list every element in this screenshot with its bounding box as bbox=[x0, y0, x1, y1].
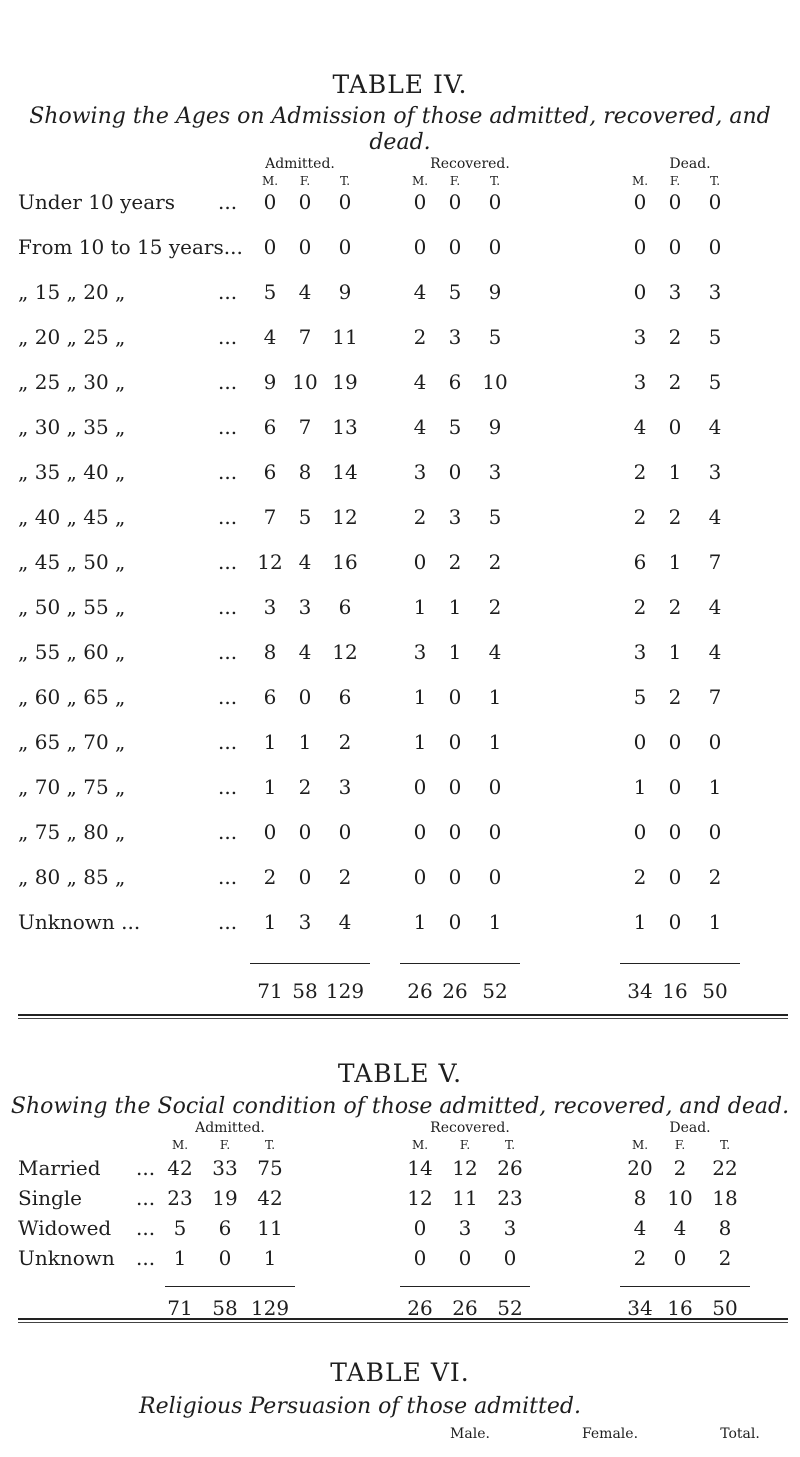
t4-cell: 1 bbox=[633, 775, 647, 799]
t5-cell: 8 bbox=[633, 1186, 647, 1210]
t4-cell: 5 bbox=[708, 370, 722, 394]
t4-cell: 2 bbox=[298, 775, 312, 799]
t4-subhead: T. bbox=[489, 174, 501, 188]
t4-row-label: „ 35 „ 40 „ bbox=[18, 460, 126, 484]
t4-cell: 4 bbox=[413, 370, 427, 394]
t4-cell: 1 bbox=[668, 550, 682, 574]
t4-cell: 4 bbox=[708, 415, 722, 439]
t4-cell: 4 bbox=[708, 505, 722, 529]
t4-cell: 0 bbox=[298, 865, 312, 889]
t4-row-dots: ... bbox=[218, 280, 238, 304]
t4-subhead: M. bbox=[261, 174, 279, 188]
t4-cell: 0 bbox=[668, 235, 682, 259]
t6-header-total: Total. bbox=[720, 1426, 760, 1442]
t4-subhead: T. bbox=[709, 174, 721, 188]
t4-total: 58 bbox=[292, 979, 318, 1003]
t4-cell: 9 bbox=[338, 280, 352, 304]
t4-cell: 2 bbox=[668, 505, 682, 529]
t4-cell: 12 bbox=[257, 550, 283, 574]
t4-subhead: M. bbox=[411, 174, 429, 188]
t4-cell: 0 bbox=[488, 190, 502, 214]
t5-subhead: F. bbox=[674, 1138, 686, 1152]
t4-row-dots: ... bbox=[218, 415, 238, 439]
t4-row-dots: ... bbox=[218, 505, 238, 529]
t4-row-label: „ 30 „ 35 „ bbox=[18, 415, 126, 439]
t5-total: 50 bbox=[712, 1296, 738, 1320]
divider-iv-v bbox=[18, 1014, 788, 1016]
t4-cell: 4 bbox=[298, 640, 312, 664]
table-iv-subtitle-line1: Showing the Ages on Admission of those admitted, recovered, and bbox=[29, 104, 771, 129]
t4-cell: 0 bbox=[668, 190, 682, 214]
t4-cell: 7 bbox=[298, 325, 312, 349]
t5-row-label: Married bbox=[18, 1156, 101, 1180]
t4-total-underline-dead bbox=[620, 963, 740, 964]
t4-cell: 13 bbox=[332, 415, 358, 439]
t4-cell: 0 bbox=[633, 280, 647, 304]
t5-row-dots: ... bbox=[136, 1186, 156, 1210]
t4-cell: 0 bbox=[448, 685, 462, 709]
t4-cell: 0 bbox=[338, 190, 352, 214]
t4-cell: 6 bbox=[263, 685, 277, 709]
t5-total: 58 bbox=[212, 1296, 238, 1320]
t4-row-label: „ 70 „ 75 „ bbox=[18, 775, 126, 799]
t4-total: 52 bbox=[482, 979, 508, 1003]
t4-cell: 5 bbox=[708, 325, 722, 349]
t5-cell: 23 bbox=[497, 1186, 523, 1210]
t4-total: 71 bbox=[257, 979, 283, 1003]
t5-cell: 18 bbox=[712, 1186, 738, 1210]
t4-cell: 3 bbox=[413, 460, 427, 484]
t5-row-label: Widowed bbox=[18, 1216, 112, 1240]
t5-cell: 6 bbox=[218, 1216, 232, 1240]
t5-cell: 11 bbox=[452, 1186, 478, 1210]
t5-total: 26 bbox=[407, 1296, 433, 1320]
t4-cell: 5 bbox=[488, 325, 502, 349]
t4-row-label: „ 40 „ 45 „ bbox=[18, 505, 126, 529]
t4-cell: 1 bbox=[668, 460, 682, 484]
t4-cell: 4 bbox=[413, 280, 427, 304]
t4-cell: 6 bbox=[263, 460, 277, 484]
t4-cell: 6 bbox=[338, 685, 352, 709]
t5-subhead: T. bbox=[504, 1138, 516, 1152]
t4-cell: 2 bbox=[338, 730, 352, 754]
t5-cell: 10 bbox=[667, 1186, 693, 1210]
t4-row-dots: ... bbox=[218, 775, 238, 799]
t5-cell: 2 bbox=[673, 1156, 687, 1180]
t4-row-dots: ... bbox=[218, 820, 238, 844]
t4-cell: 6 bbox=[448, 370, 462, 394]
t4-cell: 3 bbox=[633, 370, 647, 394]
t5-subhead: M. bbox=[631, 1138, 649, 1152]
t4-cell: 2 bbox=[708, 865, 722, 889]
t5-cell: 0 bbox=[673, 1246, 687, 1270]
t4-cell: 2 bbox=[338, 865, 352, 889]
t5-total: 26 bbox=[452, 1296, 478, 1320]
t4-cell: 7 bbox=[708, 550, 722, 574]
t5-subhead: T. bbox=[719, 1138, 731, 1152]
t4-cell: 1 bbox=[448, 595, 462, 619]
t5-cell: 20 bbox=[627, 1156, 653, 1180]
t4-row-label: „ 55 „ 60 „ bbox=[18, 640, 126, 664]
t5-cell: 22 bbox=[712, 1156, 738, 1180]
t4-cell: 0 bbox=[448, 730, 462, 754]
t4-cell: 1 bbox=[448, 640, 462, 664]
t4-cell: 3 bbox=[633, 640, 647, 664]
t4-cell: 0 bbox=[633, 730, 647, 754]
t4-cell: 0 bbox=[413, 820, 427, 844]
t4-cell: 0 bbox=[668, 910, 682, 934]
t4-cell: 2 bbox=[668, 685, 682, 709]
t4-cell: 1 bbox=[488, 685, 502, 709]
t4-cell: 4 bbox=[488, 640, 502, 664]
table-iv-subtitle-line2: dead. bbox=[369, 130, 431, 155]
t4-row-label: Under 10 years bbox=[18, 190, 175, 214]
t5-cell: 4 bbox=[633, 1216, 647, 1240]
t5-row-dots: ... bbox=[136, 1246, 156, 1270]
t4-cell: 0 bbox=[413, 235, 427, 259]
t4-cell: 0 bbox=[413, 190, 427, 214]
t5-cell: 42 bbox=[257, 1186, 283, 1210]
t4-cell: 2 bbox=[633, 865, 647, 889]
t4-row-label: „ 60 „ 65 „ bbox=[18, 685, 126, 709]
t4-cell: 7 bbox=[708, 685, 722, 709]
t4-cell: 0 bbox=[448, 190, 462, 214]
t5-subhead: M. bbox=[171, 1138, 189, 1152]
t4-group-dead: Dead. bbox=[669, 156, 711, 172]
t4-cell: 6 bbox=[263, 415, 277, 439]
t4-cell: 0 bbox=[488, 235, 502, 259]
t4-cell: 2 bbox=[488, 550, 502, 574]
t4-row-label: „ 65 „ 70 „ bbox=[18, 730, 126, 754]
t4-cell: 2 bbox=[488, 595, 502, 619]
t5-cell: 26 bbox=[497, 1156, 523, 1180]
t4-cell: 0 bbox=[298, 235, 312, 259]
t6-header-female: Female. bbox=[581, 1426, 639, 1442]
t4-cell: 3 bbox=[298, 910, 312, 934]
t4-cell: 0 bbox=[488, 775, 502, 799]
t4-cell: 0 bbox=[413, 775, 427, 799]
t4-total-underline-recovered bbox=[400, 963, 520, 964]
t5-group-dead: Dead. bbox=[669, 1120, 711, 1136]
t4-cell: 0 bbox=[633, 190, 647, 214]
t4-cell: 5 bbox=[263, 280, 277, 304]
t4-cell: 1 bbox=[263, 730, 277, 754]
t4-cell: 5 bbox=[488, 505, 502, 529]
t4-group-recovered: Recovered. bbox=[430, 156, 510, 172]
t4-cell: 3 bbox=[448, 325, 462, 349]
table-v-title: TABLE V. bbox=[337, 1059, 463, 1088]
t4-row-label: From 10 to 15 years... bbox=[18, 235, 243, 259]
t4-cell: 10 bbox=[292, 370, 318, 394]
t5-cell: 2 bbox=[633, 1246, 647, 1270]
t5-cell: 8 bbox=[718, 1216, 732, 1240]
t5-row-dots: ... bbox=[136, 1216, 156, 1240]
t4-cell: 2 bbox=[633, 505, 647, 529]
t5-total-underline-admitted bbox=[165, 1286, 295, 1287]
t4-total-underline-admitted bbox=[250, 963, 370, 964]
t4-cell: 0 bbox=[668, 730, 682, 754]
t4-row-label: „ 20 „ 25 „ bbox=[18, 325, 126, 349]
table-vi-subtitle: Religious Persuasion of those admitted. bbox=[139, 1394, 581, 1419]
t4-cell: 2 bbox=[263, 865, 277, 889]
t5-total: 129 bbox=[250, 1296, 290, 1320]
t4-cell: 0 bbox=[298, 820, 312, 844]
t4-row-dots: ... bbox=[218, 325, 238, 349]
t5-subhead: F. bbox=[219, 1138, 231, 1152]
t4-cell: 1 bbox=[263, 775, 277, 799]
t5-cell: 0 bbox=[413, 1216, 427, 1240]
t5-cell: 0 bbox=[503, 1246, 517, 1270]
t5-group-recovered: Recovered. bbox=[430, 1120, 510, 1136]
t4-cell: 0 bbox=[668, 820, 682, 844]
t4-cell: 16 bbox=[332, 550, 358, 574]
t4-cell: 6 bbox=[338, 595, 352, 619]
t4-cell: 7 bbox=[298, 415, 312, 439]
t4-row-label: Unknown ... bbox=[18, 910, 141, 934]
t5-row-dots: ... bbox=[136, 1156, 156, 1180]
t4-row-dots: ... bbox=[218, 865, 238, 889]
t5-total: 52 bbox=[497, 1296, 523, 1320]
t4-row-label: „ 15 „ 20 „ bbox=[18, 280, 126, 304]
t5-cell: 42 bbox=[167, 1156, 193, 1180]
t4-cell: 0 bbox=[708, 190, 722, 214]
t4-cell: 0 bbox=[298, 190, 312, 214]
t4-row-label: „ 75 „ 80 „ bbox=[18, 820, 126, 844]
t4-total: 16 bbox=[662, 979, 688, 1003]
t4-cell: 0 bbox=[488, 865, 502, 889]
t4-cell: 4 bbox=[298, 280, 312, 304]
t4-cell: 4 bbox=[708, 640, 722, 664]
t4-total: 26 bbox=[442, 979, 468, 1003]
t4-cell: 3 bbox=[488, 460, 502, 484]
t4-cell: 6 bbox=[633, 550, 647, 574]
t4-cell: 0 bbox=[488, 820, 502, 844]
t4-cell: 0 bbox=[708, 730, 722, 754]
t4-cell: 9 bbox=[263, 370, 277, 394]
t4-row-dots: ... bbox=[218, 730, 238, 754]
t5-cell: 0 bbox=[458, 1246, 472, 1270]
t4-total: 34 bbox=[627, 979, 653, 1003]
t4-cell: 1 bbox=[413, 685, 427, 709]
divider-iv-v-thin bbox=[18, 1018, 788, 1019]
t4-row-dots: ... bbox=[218, 595, 238, 619]
t5-cell: 75 bbox=[257, 1156, 283, 1180]
t5-cell: 0 bbox=[218, 1246, 232, 1270]
t5-row-label: Single bbox=[18, 1186, 83, 1210]
t4-cell: 8 bbox=[263, 640, 277, 664]
t4-subhead: F. bbox=[449, 174, 461, 188]
t5-total: 71 bbox=[167, 1296, 193, 1320]
t4-row-label: „ 45 „ 50 „ bbox=[18, 550, 126, 574]
t4-cell: 3 bbox=[413, 640, 427, 664]
t4-cell: 11 bbox=[332, 325, 358, 349]
t4-cell: 2 bbox=[448, 550, 462, 574]
t4-cell: 0 bbox=[413, 550, 427, 574]
t5-subhead: M. bbox=[411, 1138, 429, 1152]
t4-subhead: M. bbox=[631, 174, 649, 188]
t4-cell: 9 bbox=[488, 280, 502, 304]
t5-row-label: Unknown bbox=[18, 1246, 115, 1270]
divider-v-vi-thin bbox=[18, 1322, 788, 1323]
t4-cell: 5 bbox=[448, 415, 462, 439]
t4-cell: 0 bbox=[448, 460, 462, 484]
t5-subhead: T. bbox=[264, 1138, 276, 1152]
t5-cell: 0 bbox=[413, 1246, 427, 1270]
t5-cell: 19 bbox=[212, 1186, 238, 1210]
t6-header-male: Male. bbox=[450, 1426, 490, 1442]
t4-cell: 1 bbox=[413, 730, 427, 754]
t4-cell: 3 bbox=[338, 775, 352, 799]
t5-cell: 3 bbox=[458, 1216, 472, 1240]
t4-cell: 1 bbox=[413, 910, 427, 934]
t5-subhead: F. bbox=[459, 1138, 471, 1152]
t4-cell: 0 bbox=[633, 235, 647, 259]
t4-row-dots: ... bbox=[218, 685, 238, 709]
t5-cell: 11 bbox=[257, 1216, 283, 1240]
table-v-subtitle: Showing the Social condition of those admitted, recovered, and dead. bbox=[10, 1094, 790, 1119]
t5-group-admitted: Admitted. bbox=[195, 1120, 265, 1136]
t4-cell: 1 bbox=[298, 730, 312, 754]
t4-cell: 4 bbox=[263, 325, 277, 349]
t4-cell: 5 bbox=[633, 685, 647, 709]
t4-row-dots: ... bbox=[218, 550, 238, 574]
t4-row-dots: ... bbox=[218, 460, 238, 484]
t4-row-dots: ... bbox=[218, 370, 238, 394]
t4-cell: 0 bbox=[708, 820, 722, 844]
t4-cell: 4 bbox=[298, 550, 312, 574]
t4-cell: 1 bbox=[708, 910, 722, 934]
t4-cell: 3 bbox=[708, 280, 722, 304]
t4-row-dots: ... bbox=[218, 910, 238, 934]
t4-cell: 4 bbox=[413, 415, 427, 439]
t4-subhead: F. bbox=[669, 174, 681, 188]
t4-cell: 3 bbox=[633, 325, 647, 349]
t4-cell: 2 bbox=[413, 325, 427, 349]
t4-cell: 0 bbox=[448, 910, 462, 934]
t4-cell: 0 bbox=[668, 865, 682, 889]
t4-cell: 1 bbox=[488, 730, 502, 754]
t4-row-dots: ... bbox=[218, 640, 238, 664]
t5-cell: 1 bbox=[173, 1246, 187, 1270]
t4-cell: 0 bbox=[708, 235, 722, 259]
t5-cell: 1 bbox=[263, 1246, 277, 1270]
t5-cell: 12 bbox=[452, 1156, 478, 1180]
table-vi-title: TABLE VI. bbox=[330, 1358, 470, 1387]
t4-total: 50 bbox=[702, 979, 728, 1003]
t4-cell: 19 bbox=[332, 370, 358, 394]
t4-cell: 3 bbox=[708, 460, 722, 484]
t4-cell: 4 bbox=[338, 910, 352, 934]
t4-cell: 0 bbox=[263, 190, 277, 214]
t4-cell: 8 bbox=[298, 460, 312, 484]
t5-cell: 2 bbox=[718, 1246, 732, 1270]
t4-cell: 12 bbox=[332, 505, 358, 529]
t4-cell: 0 bbox=[633, 820, 647, 844]
t4-cell: 1 bbox=[633, 910, 647, 934]
t4-cell: 14 bbox=[332, 460, 358, 484]
t4-cell: 4 bbox=[633, 415, 647, 439]
t4-cell: 2 bbox=[668, 325, 682, 349]
t4-cell: 3 bbox=[668, 280, 682, 304]
t4-group-admitted: Admitted. bbox=[265, 156, 335, 172]
t4-cell: 2 bbox=[413, 505, 427, 529]
t4-cell: 0 bbox=[448, 820, 462, 844]
t4-cell: 0 bbox=[298, 685, 312, 709]
t4-cell: 0 bbox=[668, 775, 682, 799]
t5-total-underline-dead bbox=[620, 1286, 750, 1287]
t4-row-label: „ 50 „ 55 „ bbox=[18, 595, 126, 619]
t4-cell: 0 bbox=[263, 235, 277, 259]
t5-cell: 12 bbox=[407, 1186, 433, 1210]
t4-cell: 2 bbox=[633, 460, 647, 484]
t4-cell: 7 bbox=[263, 505, 277, 529]
t4-row-label: „ 25 „ 30 „ bbox=[18, 370, 126, 394]
t4-cell: 0 bbox=[263, 820, 277, 844]
t4-cell: 0 bbox=[448, 775, 462, 799]
t4-subhead: F. bbox=[299, 174, 311, 188]
t4-cell: 2 bbox=[668, 595, 682, 619]
t4-cell: 1 bbox=[668, 640, 682, 664]
t4-cell: 0 bbox=[413, 865, 427, 889]
t4-row-dots: ... bbox=[218, 190, 238, 214]
t4-cell: 5 bbox=[448, 280, 462, 304]
t4-cell: 3 bbox=[298, 595, 312, 619]
t4-cell: 0 bbox=[338, 820, 352, 844]
t4-cell: 0 bbox=[338, 235, 352, 259]
t4-cell: 9 bbox=[488, 415, 502, 439]
t4-cell: 10 bbox=[482, 370, 508, 394]
t4-cell: 12 bbox=[332, 640, 358, 664]
divider-v-vi bbox=[18, 1318, 788, 1320]
t5-cell: 5 bbox=[173, 1216, 187, 1240]
t5-cell: 23 bbox=[167, 1186, 193, 1210]
t4-cell: 3 bbox=[263, 595, 277, 619]
t4-cell: 0 bbox=[448, 235, 462, 259]
table-iv-title: TABLE IV. bbox=[332, 70, 468, 99]
t4-total: 129 bbox=[325, 979, 365, 1003]
t5-cell: 4 bbox=[673, 1216, 687, 1240]
t5-cell: 3 bbox=[503, 1216, 517, 1240]
t4-cell: 1 bbox=[708, 775, 722, 799]
t4-cell: 2 bbox=[633, 595, 647, 619]
t4-cell: 1 bbox=[263, 910, 277, 934]
t4-cell: 0 bbox=[668, 415, 682, 439]
t5-total: 16 bbox=[667, 1296, 693, 1320]
t4-cell: 3 bbox=[448, 505, 462, 529]
t5-cell: 14 bbox=[407, 1156, 433, 1180]
t5-cell: 33 bbox=[212, 1156, 238, 1180]
t4-total: 26 bbox=[407, 979, 433, 1003]
t4-cell: 5 bbox=[298, 505, 312, 529]
t4-cell: 4 bbox=[708, 595, 722, 619]
t4-cell: 1 bbox=[413, 595, 427, 619]
t4-cell: 0 bbox=[448, 865, 462, 889]
t4-subhead: T. bbox=[339, 174, 351, 188]
t4-cell: 1 bbox=[488, 910, 502, 934]
t5-total-underline-recovered bbox=[400, 1286, 530, 1287]
t4-row-label: „ 80 „ 85 „ bbox=[18, 865, 126, 889]
t4-cell: 2 bbox=[668, 370, 682, 394]
t5-total: 34 bbox=[627, 1296, 653, 1320]
